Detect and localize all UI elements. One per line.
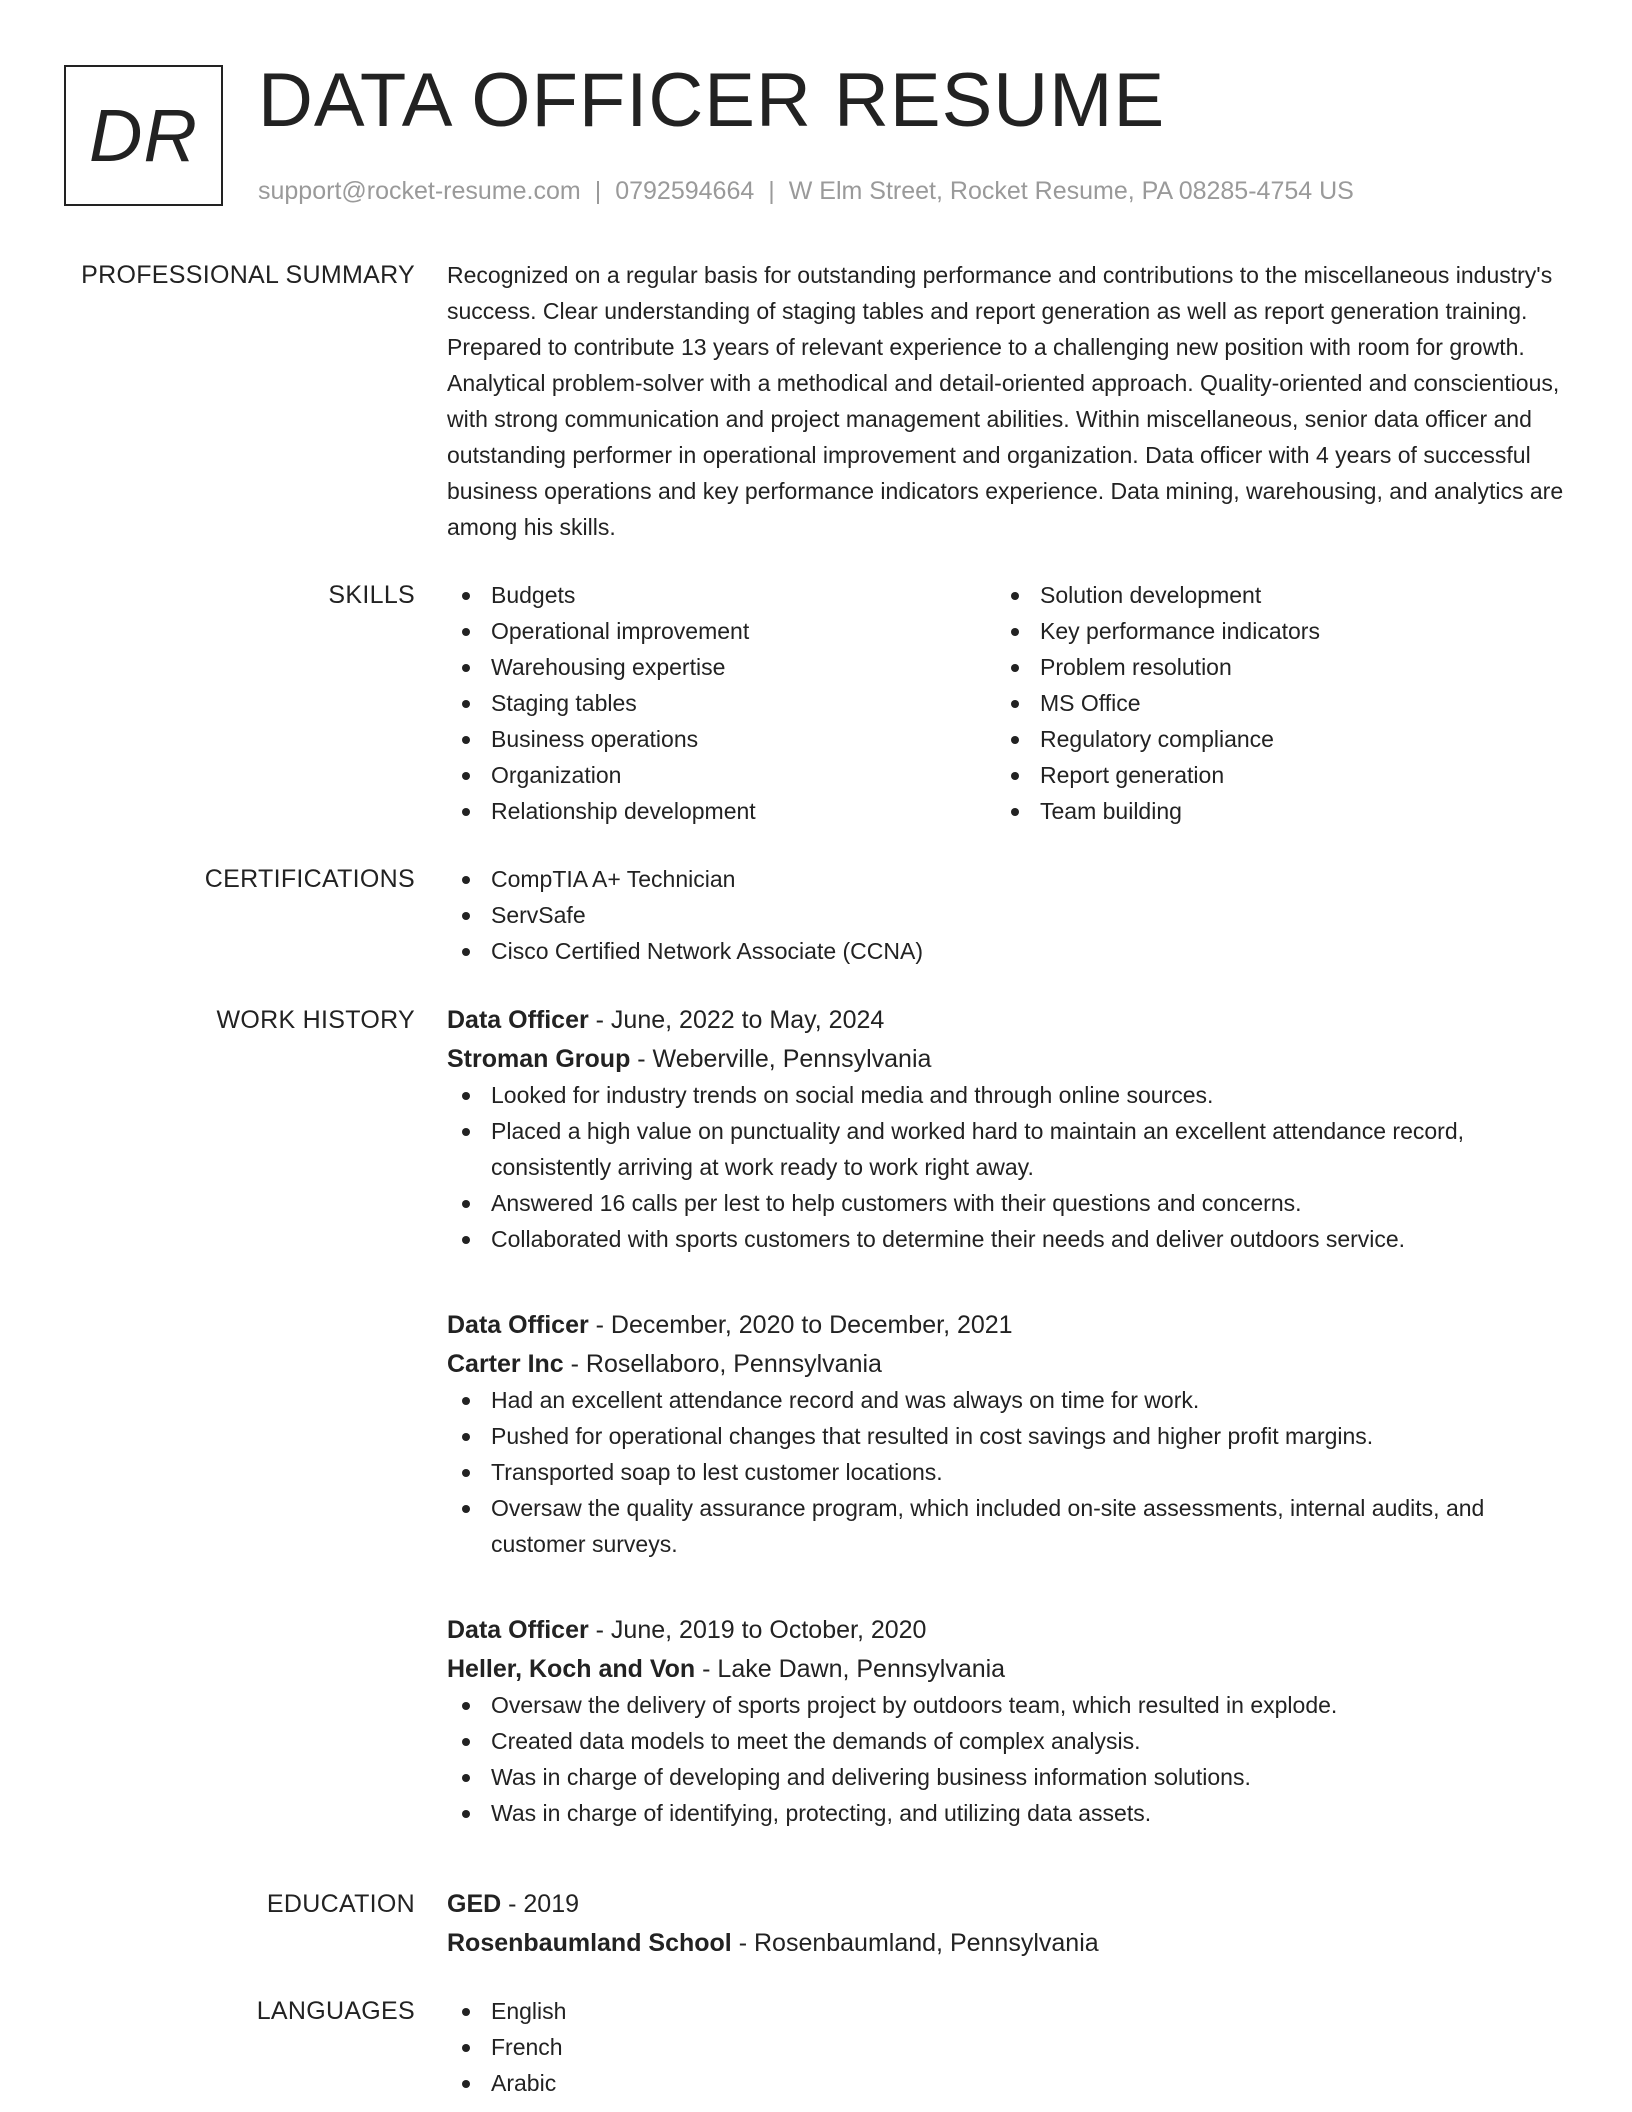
- summary-text: Recognized on a regular basis for outstanding performance and contributions to the miscellaneous industry's success. Clear understanding of staging tables and report generation as well as report generation training. Prepared to contribute 13 years of relevant experience to a challenging new position with room for growth. Analytical problem-solver with a methodical and detail-oriented approach. Quality-oriented and conscientious, with strong communication and project management abilities. Within miscellaneous, senior data officer and outstanding performer in operational improvement and organization. Data officer with 4 years of successful business operations and key performance indicators experience. Data mining, warehousing, and analytics are among his skills.: [447, 262, 1564, 540]
- skill-item: Report generation: [996, 757, 1536, 793]
- skill-item: Budgets: [447, 577, 987, 613]
- job-entry: [447, 1612, 1572, 1831]
- skill-item: Relationship development: [447, 793, 987, 829]
- certifications-body: [447, 861, 1572, 969]
- job-title-line: [447, 1002, 1572, 1038]
- language-item: English: [447, 1993, 1572, 2029]
- job-bullets: [447, 1382, 1572, 1562]
- skill-item: Problem resolution: [996, 649, 1536, 685]
- job-title: Data Officer: [447, 1616, 589, 1644]
- languages-body: [447, 1993, 1572, 2101]
- skill-item: Staging tables: [447, 685, 987, 721]
- job-title-line: [447, 1307, 1572, 1343]
- job-bullet: Transported soap to lest customer locations.: [447, 1454, 1572, 1490]
- job-bullet: Oversaw the quality assurance program, which included on-site assessments, internal audits, and customer surveys.: [447, 1490, 1572, 1562]
- job-dates: - June, 2022 to May, 2024: [588, 1006, 885, 1034]
- school-name: Rosenbaumland School: [447, 1929, 732, 1957]
- job-entry: [447, 1002, 1572, 1257]
- language-item: Arabic: [447, 2065, 1572, 2101]
- education-heading: EDUCATION: [266, 1890, 415, 1918]
- job-bullet: Answered 16 calls per lest to help customers with their questions and concerns.: [447, 1185, 1572, 1221]
- language-item: French: [447, 2029, 1572, 2065]
- job-title: Data Officer: [447, 1311, 589, 1339]
- certifications-list: [447, 861, 1572, 969]
- job-location: - Lake Dawn, Pennsylvania: [695, 1655, 1006, 1683]
- languages-heading: LANGUAGES: [256, 1997, 415, 2025]
- job-company: Carter Inc: [447, 1350, 564, 1378]
- degree-year: - 2019: [501, 1890, 580, 1918]
- contact-separator: |: [768, 177, 775, 205]
- monogram-initials: DR: [89, 94, 198, 177]
- job-bullet: Oversaw the delivery of sports project by outdoors team, which resulted in explode.: [447, 1687, 1572, 1723]
- skills-list-left: [447, 577, 987, 829]
- job-company: Heller, Koch and Von: [447, 1655, 696, 1683]
- school-location: - Rosenbaumland, Pennsylvania: [731, 1929, 1099, 1957]
- job-dates: - June, 2019 to October, 2020: [588, 1616, 927, 1644]
- contact-email[interactable]: support@rocket-resume.com: [258, 177, 581, 205]
- job-bullet: Collaborated with sports customers to determine their needs and deliver outdoors service.: [447, 1221, 1572, 1257]
- skill-item: Business operations: [447, 721, 987, 757]
- job-bullet: Placed a high value on punctuality and worked hard to maintain an excellent attendance record, consistently arriving at work ready to work right away.: [447, 1113, 1572, 1185]
- languages-list: [447, 1993, 1572, 2101]
- job-bullet: Was in charge of identifying, protecting, and utilizing data assets.: [447, 1795, 1572, 1831]
- job-bullets: [447, 1077, 1572, 1257]
- job-location: - Rosellaboro, Pennsylvania: [563, 1350, 882, 1378]
- certifications-heading: CERTIFICATIONS: [204, 865, 415, 893]
- contact-phone[interactable]: 0792594664: [615, 177, 755, 205]
- job-bullet: Was in charge of developing and delivering business information solutions.: [447, 1759, 1572, 1795]
- skill-item: Operational improvement: [447, 613, 987, 649]
- contact-address: W Elm Street, Rocket Resume, PA 08285-4754 US: [788, 177, 1354, 205]
- job-company-line: [447, 1651, 1572, 1687]
- skill-item: Key performance indicators: [996, 613, 1536, 649]
- job-bullet: Created data models to meet the demands of complex analysis.: [447, 1723, 1572, 1759]
- job-title-line: [447, 1612, 1572, 1648]
- degree-line: [447, 1886, 1572, 1922]
- summary-heading: PROFESSIONAL SUMMARY: [81, 261, 415, 289]
- degree: GED: [447, 1890, 502, 1918]
- job-company-line: [447, 1041, 1572, 1077]
- skill-item: Solution development: [996, 577, 1536, 613]
- certification-item: CompTIA A+ Technician: [447, 861, 1572, 897]
- skill-item: Warehousing expertise: [447, 649, 987, 685]
- work-history-heading: WORK HISTORY: [216, 1006, 415, 1034]
- skills-heading: SKILLS: [328, 581, 415, 609]
- certification-item: ServSafe: [447, 897, 1572, 933]
- skill-item: Regulatory compliance: [996, 721, 1536, 757]
- certification-item: Cisco Certified Network Associate (CCNA): [447, 933, 1572, 969]
- job-bullet: Had an excellent attendance record and was always on time for work.: [447, 1382, 1572, 1418]
- skill-item: MS Office: [996, 685, 1536, 721]
- contact-separator: |: [594, 177, 602, 205]
- summary-body: [447, 257, 1572, 545]
- job-location: - Weberville, Pennsylvania: [630, 1045, 932, 1073]
- skills-list-right: [996, 577, 1536, 829]
- job-entry: [447, 1307, 1572, 1562]
- job-company-line: [447, 1346, 1572, 1382]
- job-bullet: Looked for industry trends on social media and through online sources.: [447, 1077, 1572, 1113]
- education-body: [447, 1886, 1572, 1961]
- skill-item: Team building: [996, 793, 1536, 829]
- job-dates: - December, 2020 to December, 2021: [588, 1311, 1013, 1339]
- school-line: [447, 1925, 1572, 1961]
- resume-title: DATA OFFICER RESUME: [258, 58, 1166, 143]
- job-company: Stroman Group: [447, 1045, 631, 1073]
- skill-item: Organization: [447, 757, 987, 793]
- job-bullets: [447, 1687, 1572, 1831]
- job-bullet: Pushed for operational changes that resulted in cost savings and higher profit margins.: [447, 1418, 1572, 1454]
- job-title: Data Officer: [447, 1006, 589, 1034]
- monogram-box: [64, 65, 223, 206]
- contact-line: [258, 174, 1354, 208]
